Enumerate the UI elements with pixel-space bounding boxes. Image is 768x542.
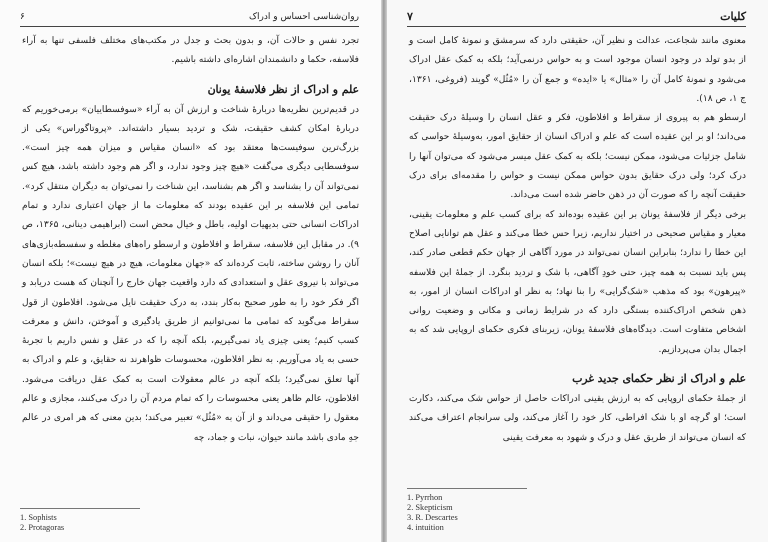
right-footnote-1: 1. Pyrrhon: [407, 493, 443, 502]
left-main-paragraph: در قدیم‌ترین نظریه‌ها دربارۀ شناخت و ارزش آن به آراء «سوفسطاییان» برمی‌خوریم که دربارۀ امکان کشف حقیقت، شک و تردید بسیار داشته‌اند. «پروتاگوراس» یکی از بزرگ‌ترین سوفیست‌ها معتقد بود که «انسان مقیاس و میزان همه چیز است». سوفسطایی دیگری می‌گفت «هیچ چیز وجود ندارد، و اگر هم وجود داشته باشد، هیچ کس نمی‌تواند آن را بشناسد و اگر هم بشناسد، این شناخت را نمی‌توان به دیگران منتقل کرد». تمامی این فلاسفه بر این عقیده بودند که معلومات ما از جهان اعتباری ندارد و تمام ادراکات انسانی حتی بدیهیات اولیه، باطل و خیال محض است (ابراهیمی دینانی، ۱۳۶۵، ص ۹). در مقابل این فلاسفه، سقراط و افلاطون و ارسطو راه‌های مغلطه و سفسطه‌بازی‌های آنان را روشن ساخته، ثابت کرده‌اند که «جهان معلومات، هیچ در هیچ نیست»؛ بلکه انسان می‌تواند با نیروی عقل و استعدادی که دارد واقعیت جهان خارج را آنچنان که هست دریابد و اگر فکر خود را به طور صحیح به‌کار بندد، به درک حقیقت نایل می‌شود. افلاطون از قول سقراط می‌گوید که تمامی ما نمی‌توانیم از طریق یادگیری و آموختن، دانش و معرفت کسب کنیم؛ یعنی چیزی یاد نمی‌گیریم، بلکه آنچه را که در عقل و نفس داریم با تجربۀ حسی به یاد می‌آوریم. به نظر افلاطون، محسوسات ظواهرند نه حقایق، و علم و ادراک به آنها تعلق نمی‌گیرد؛ بلکه آنچه در عالم معقولات است به کمک عقل دریافت می‌شود. افلاطون، عالم ظاهر یعنی محسوسات را که تمام مردم آن را درک می‌کنند، مجازی و عالم معقول را حقیقی می‌داند و از آن به «مُثُل» تعبیر می‌کند؛ بدین معنی که هر امری در عالم جهِ مادی باشد مانند حیوان، نبات و جماد، چه: [22, 104, 359, 443]
right-footnote-rule: [407, 488, 527, 489]
left-footnote-rule: [20, 508, 140, 509]
left-footnotes: [20, 508, 160, 533]
right-footnote-4: 4. intuition: [407, 523, 444, 532]
right-footnote-3: 3. R. Descartes: [407, 513, 458, 522]
left-page-number: ۶: [20, 12, 25, 22]
right-page: [387, 0, 768, 542]
right-footnote-2: 2. Skepticism: [407, 503, 453, 512]
left-footnote-2: 2. Protagoras: [20, 523, 65, 532]
right-paragraph-1: معنوی مانند شجاعت، عدالت و نظیر آن، حقیقتی دارد که سرمشق و نمونۀ کامل است و از بدو تولد در وجود انسان موجود است و به حواس درنمی‌آید؛ بلکه به کمک عقل ادراک می‌شود و نمونۀ کامل آن را «مثال» یا «ایده» و جمع آن را «مُثُل» گویند (فروغی، ۱۳۶۱، ج ۱، ص ۱۸).: [409, 36, 746, 104]
right-body-text: [409, 32, 746, 448]
left-section-heading: علم و ادراک از نظر فلاسفۀ یونان: [207, 82, 359, 96]
right-page-number: ۷: [407, 10, 413, 23]
right-footnotes: [407, 488, 547, 533]
left-body-text: [22, 32, 359, 448]
right-running-head: [407, 10, 746, 27]
right-section-heading: علم و ادراک از نظر حکمای جدید غرب: [572, 372, 746, 386]
left-footnote-1: 1. Sophists: [20, 513, 57, 522]
right-running-title: کلیات: [720, 10, 746, 23]
left-running-head: [20, 10, 359, 27]
left-running-title: روان‌شناسی احساس و ادراک: [248, 12, 359, 22]
left-page: [0, 0, 381, 542]
right-paragraph-3: برخی دیگر از فلاسفۀ یونان بر این عقیده بوده‌اند که برای کسب علم و معلومات یقینی، معیار و مقیاس صحیحی در اختیار نداریم، زیرا حس خطا می‌کند و عقل هم توانایی اصلاح این خطا را ندارد؛ بنابراین انسان نمی‌تواند در مورد آگاهی از جهان حکم قطعی صادر کند، پس باید نسبت به همه چیز، حتی خودِ آگاهی، با شک و تردید بنگرد. از جملۀ این فلاسفه «پیرهون» بود که مذهب «شک‌گرایی» را بنا نهاد؛ به نظر او ادراکات انسان از امور، به ذهن شخص ادراک‌کننده بستگی دارد که در شرایط زمانی و مکانی و وضعیت روانی اشخاص متفاوت است. دیدگاه‌های فلاسفۀ یونان، زیربنای فکری حکمای اروپایی شد که به اجمال بدان می‌پردازیم.: [409, 209, 746, 355]
right-paragraph-2: ارسطو هم به پیروی از سقراط و افلاطون، فکر و عقل انسان را وسیلۀ درک حقیقت می‌داند؛ او بر این عقیده است که علم و ادراک انسان از حقایق امور، به‌وسیلۀ حواسی که شامل جزئیات می‌شود، ممکن نیست؛ بلکه به کمک عقل میسر می‌شود که می‌توان آنها را درک کرد؛ ولی درک حقایق بدون حواس ممکن نیست و حواس را مقدمه‌ای برای درک حقیقت آنچه را که صورت آن در ذهن حاضر شده است می‌داند.: [409, 113, 746, 201]
left-intro-paragraph: تجرد نفس و حالات آن، و بدون بحث و جدل در مکتب‌های مختلف فلسفی تنها به آراء فلاسفه، حکما و دانشمندان اشاره‌ای داشته باشیم.: [22, 36, 359, 66]
right-paragraph-4: از جملۀ حکمای اروپایی که به ارزش یقینی ادراکات حاصل از حواس شک می‌کند، دکارت است؛ او گرچه او با شک افراطی، کار خود را آغاز می‌کند، ولی سرانجام اعتراف می‌کند که انسان می‌تواند از طریق عقل و درک و شهود به معرفت یقینی: [409, 394, 746, 443]
